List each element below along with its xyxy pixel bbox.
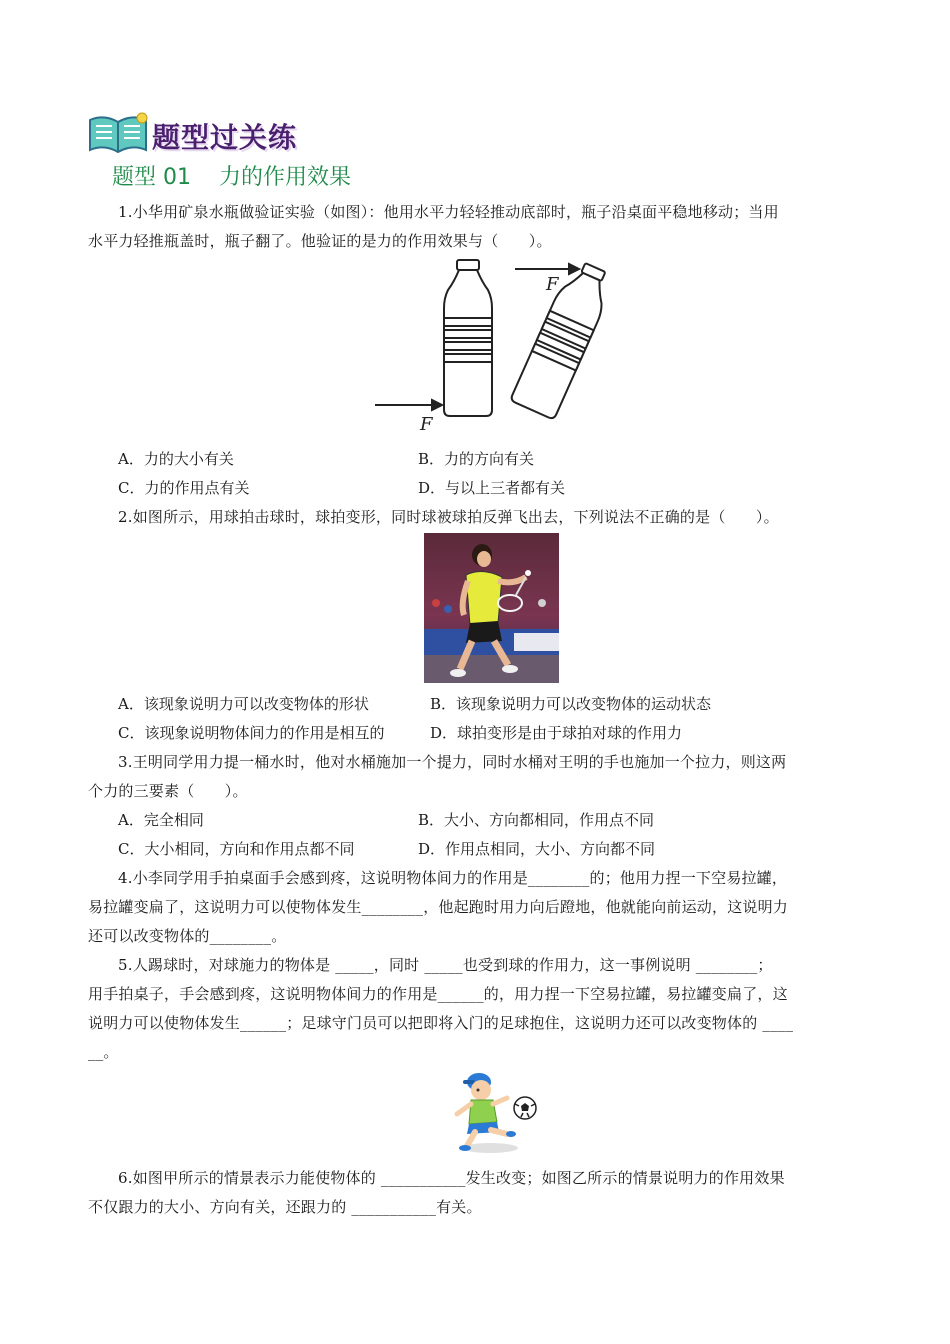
q4-line-3: 还可以改变物体的________。: [88, 927, 287, 945]
q3-line-2: 个力的三要素（ ）。: [88, 782, 248, 800]
section-label: 题型 01: [112, 165, 191, 190]
bottle-figure: [370, 252, 620, 437]
soccer-boy-illustration: [445, 1068, 545, 1156]
q5-line-1: 5.人踢球时，对球施力的物体是 _____，同时 _____也受到球的作用力，这一事例说明 ________；: [118, 956, 773, 974]
q2-option-a: A．该现象说明力可以改变物体的形状: [118, 695, 369, 713]
q6-line-2: 不仅跟力的大小、方向有关，还跟力的 ___________有关。: [88, 1198, 482, 1216]
section-title: [112, 160, 351, 191]
badminton-photo: [424, 533, 559, 683]
q3-option-b: B．大小、方向都相同，作用点不同: [418, 811, 655, 829]
section-name: 力的作用效果: [219, 165, 352, 190]
q2-option-b: B．该现象说明力可以改变物体的运动状态: [430, 695, 712, 713]
q5-line-2: 用手拍桌子，手会感到疼，这说明物体间力的作用是______的，用力捏一下空易拉罐，易拉罐变扁了，这: [88, 985, 788, 1003]
q2-line-1: 2.如图所示，用球拍击球时，球拍变形，同时球被球拍反弹飞出去，下列说法不正确的是（ ）。: [118, 508, 779, 526]
q2-option-c: C．该现象说明物体间力的作用是相互的: [118, 724, 385, 742]
bottom-force-label: F: [420, 414, 433, 435]
bottom-force-arrow: [375, 400, 442, 410]
q3-option-c: C．大小相同，方向和作用点都不同: [118, 840, 355, 858]
tilted-bottle: [510, 258, 617, 420]
q3-option-d: D．作用点相同，大小、方向都不同: [418, 840, 656, 858]
upright-bottle: [444, 260, 492, 416]
q1-option-d: D．与以上三者都有关: [418, 479, 566, 497]
q5-line-3: 说明力可以使物体发生______；足球守门员可以把即将入门的足球抱住，这说明力还可以改变物体的 ____: [88, 1014, 794, 1032]
banner-title: 题型过关练: [152, 121, 298, 154]
q4-line-1: 4.小李同学用手拍桌面手会感到疼，这说明物体间力的作用是________的；他用力捏一下空易拉罐，: [118, 869, 788, 887]
q1-option-c: C．力的作用点有关: [118, 479, 250, 497]
q3-line-1: 3.王明同学用力提一桶水时，他对水桶施加一个提力，同时水桶对王明的手也施加一个拉力，则这两: [118, 753, 787, 771]
top-force-label: F: [546, 274, 559, 295]
book-icon: [86, 112, 150, 156]
q2-option-d: D．球拍变形是由于球拍对球的作用力: [430, 724, 683, 742]
q1-option-a: A．力的大小有关: [118, 450, 234, 468]
q5-line-4: __。: [88, 1043, 119, 1061]
q1-option-b: B．力的方向有关: [418, 450, 535, 468]
q6-line-1: 6.如图甲所示的情景表示力能使物体的 ___________发生改变；如图乙所示的情景说明力的作用效果: [118, 1169, 785, 1187]
q1-line-2: 水平力轻推瓶盖时，瓶子翻了。他验证的是力的作用效果与（ ）。: [88, 232, 552, 250]
q4-line-2: 易拉罐变扁了，这说明力可以使物体发生________，他起跑时用力向后蹬地，他就能向前运动，这说明力: [88, 898, 789, 916]
top-force-arrow: [515, 264, 579, 274]
q1-line-1: 1.小华用矿泉水瓶做验证实验（如图）：他用水平力轻轻推动底部时，瓶子沿桌面平稳地移动；当用: [118, 203, 779, 221]
q3-option-a: A．完全相同: [118, 811, 204, 829]
